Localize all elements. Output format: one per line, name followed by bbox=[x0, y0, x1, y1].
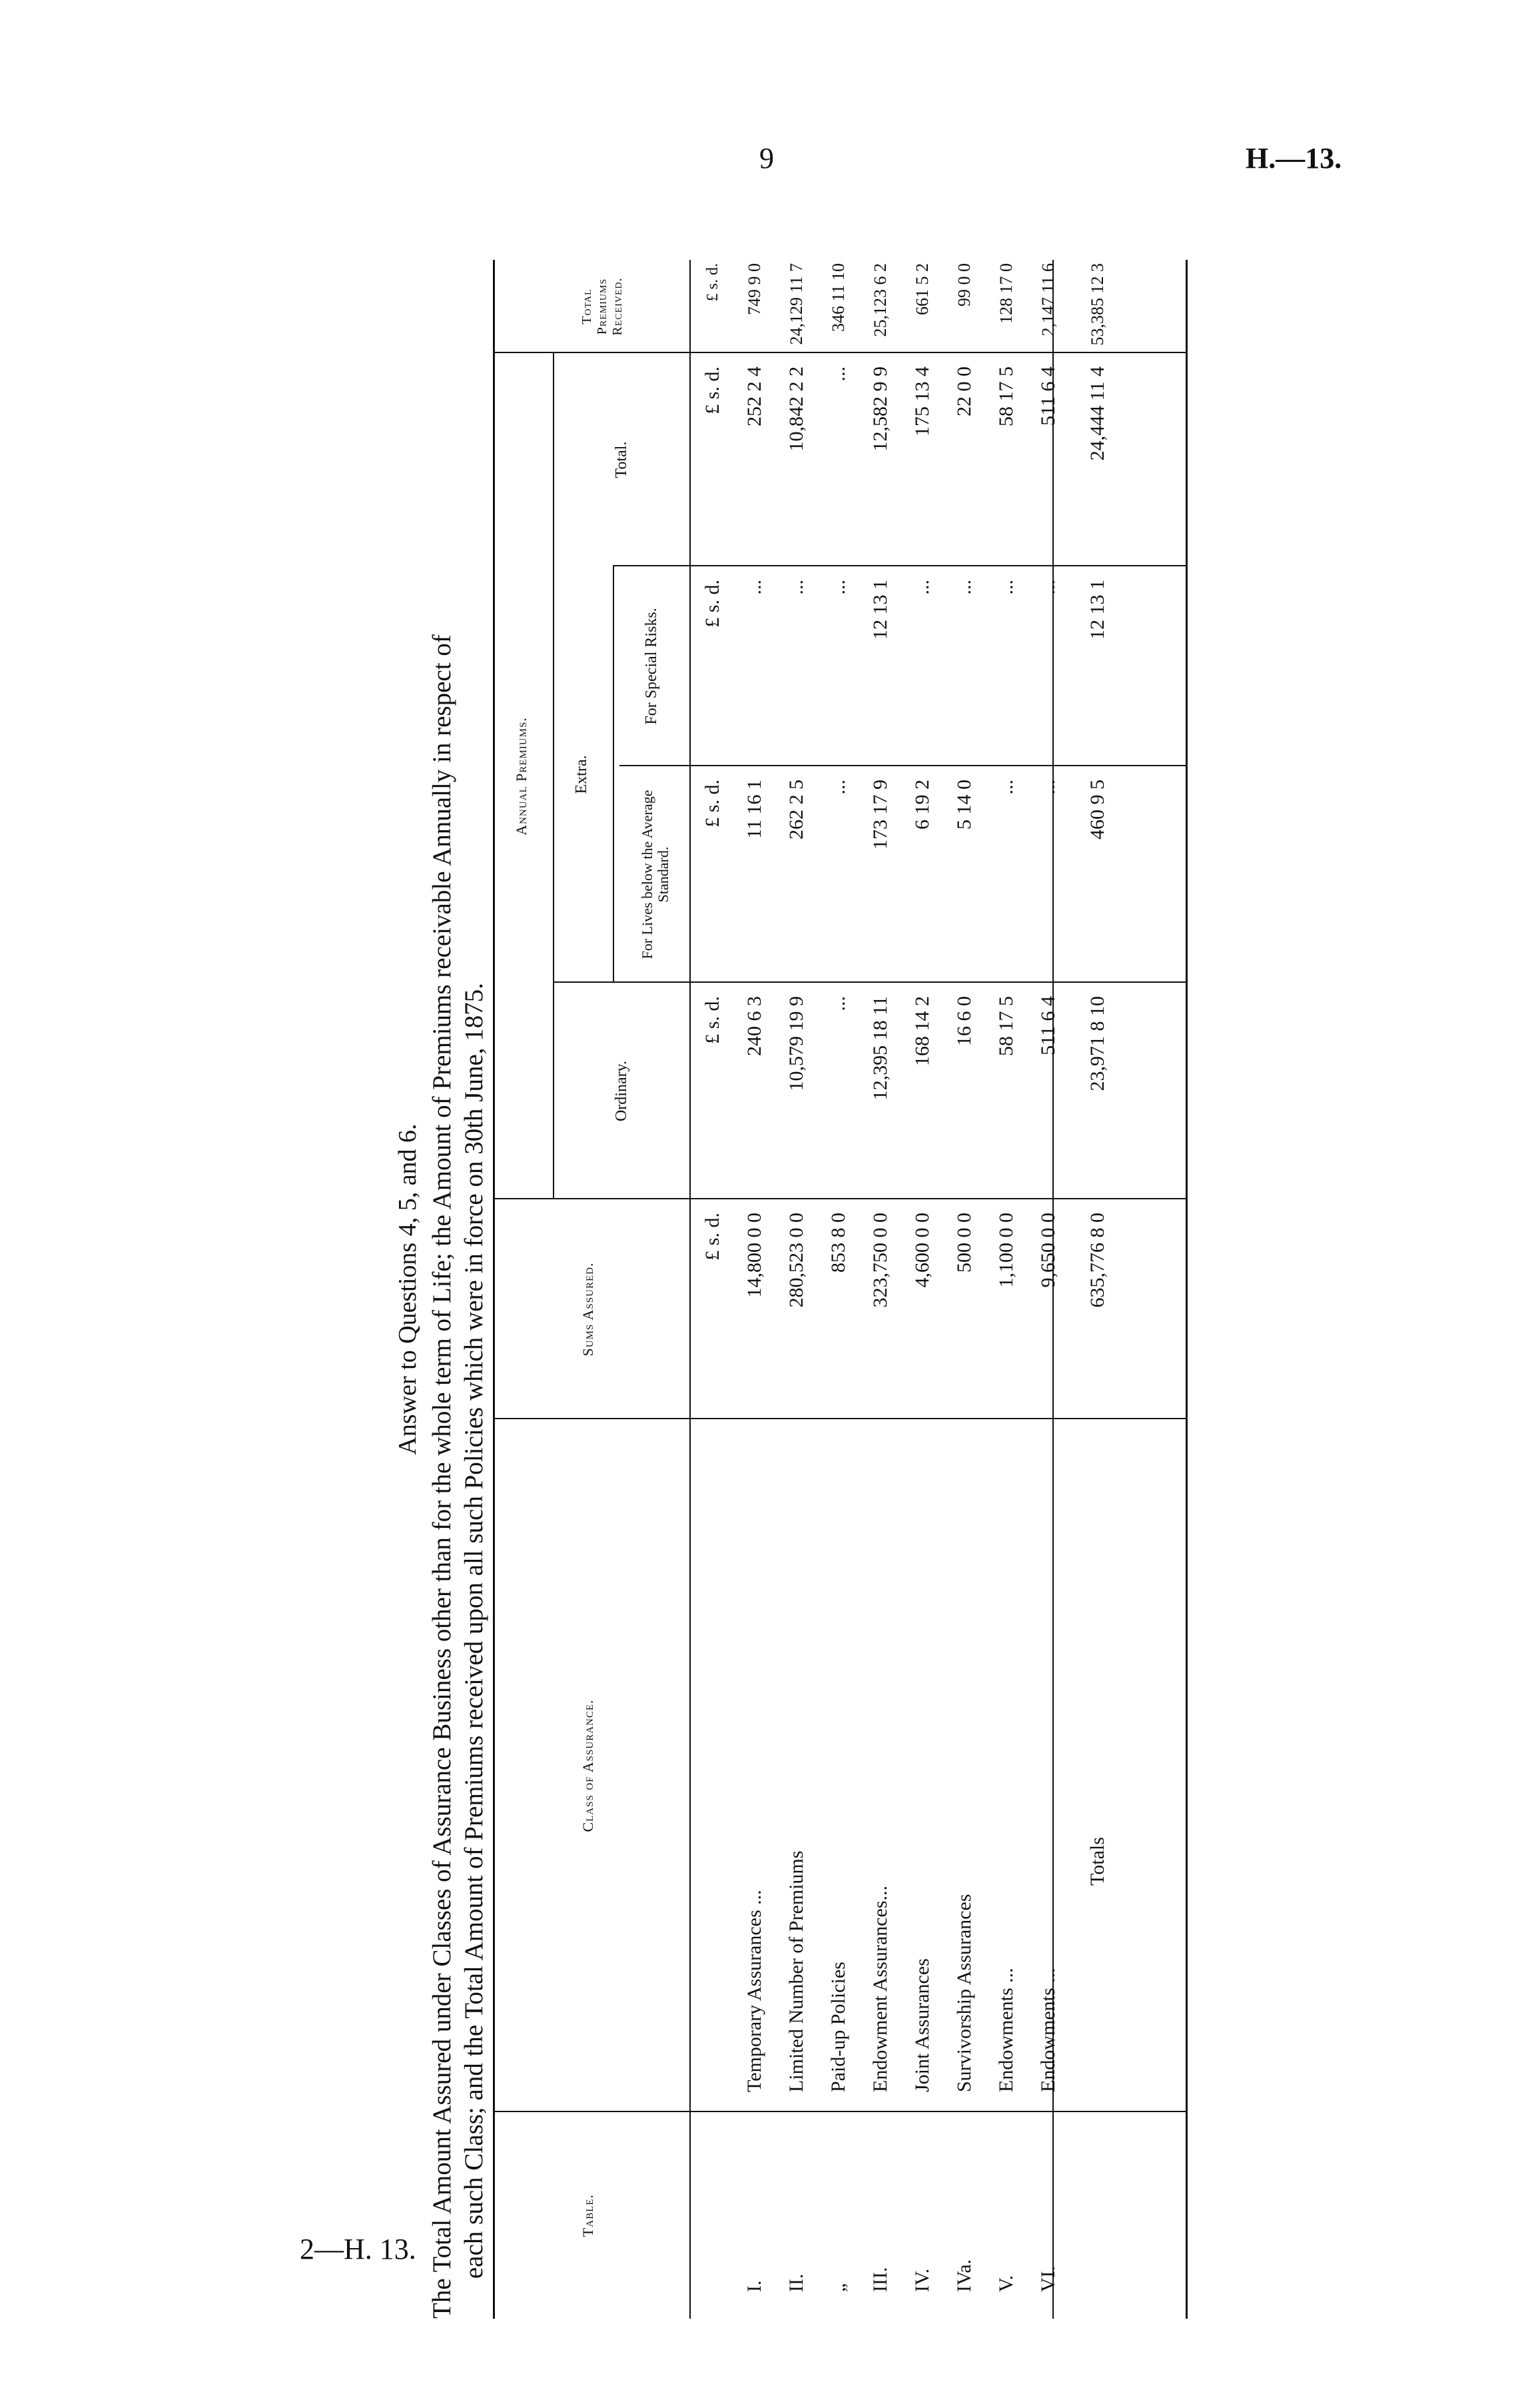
row-class: Endowment Assurances... bbox=[869, 1886, 891, 2092]
row-sums: 14,800 0 0 bbox=[743, 1213, 765, 1298]
row-ordinary: 511 6 4 bbox=[1037, 996, 1059, 1055]
row-received: 24,129 11 7 bbox=[787, 263, 806, 345]
row-table-number: II. bbox=[785, 2273, 807, 2292]
row-received: 661 5 2 bbox=[913, 263, 932, 315]
row-class: Endowments ... bbox=[1037, 1968, 1059, 2092]
totals-sums: 635,776 8 0 bbox=[1086, 1213, 1108, 1308]
rotated-table-block bbox=[393, 260, 1212, 2319]
row-ordinary: 12,395 18 11 bbox=[869, 996, 891, 1101]
row-sums: 1,100 0 0 bbox=[995, 1213, 1017, 1288]
row-class: Limited Number of Premiums bbox=[785, 1850, 807, 2092]
row-total: ... bbox=[827, 366, 849, 382]
row-below: ... bbox=[1037, 780, 1059, 795]
totals-ordinary: 23,971 8 10 bbox=[1086, 996, 1108, 1091]
header-total: Total. bbox=[613, 441, 630, 478]
totals-total: 24,444 11 4 bbox=[1086, 366, 1108, 461]
lsd-total: £ s. d. bbox=[701, 366, 723, 414]
row-sums: 500 0 0 bbox=[953, 1213, 975, 1273]
row-ordinary: 10,579 19 9 bbox=[785, 996, 807, 1091]
row-sums: 280,523 0 0 bbox=[785, 1213, 807, 1308]
row-total: 175 13 4 bbox=[911, 366, 933, 436]
totals-special: 12 13 1 bbox=[1086, 580, 1108, 640]
row-table-number: VI. bbox=[1037, 2265, 1059, 2292]
row-below: 11 16 1 bbox=[743, 780, 765, 839]
lsd-ordinary: £ s. d. bbox=[701, 996, 723, 1044]
row-received: 346 11 10 bbox=[829, 263, 848, 332]
row-sums: 323,750 0 0 bbox=[869, 1213, 891, 1308]
row-received: 99 0 0 bbox=[954, 263, 974, 306]
header-sums: Sums Assured. bbox=[579, 1262, 596, 1357]
header-below: For Lives below the Average Standard. bbox=[639, 790, 671, 959]
row-total: 12,582 9 9 bbox=[869, 366, 891, 452]
row-class: Paid-up Policies bbox=[827, 1962, 849, 2092]
row-special: 12 13 1 bbox=[869, 580, 891, 640]
row-special: ... bbox=[1037, 580, 1059, 595]
title-line-1: The Total Amount Assured under Classes of Assurance Business other than for the whole term of Life; the Amount of Premiums receivable Annually in respect of bbox=[428, 634, 456, 2319]
lsd-received: £ s. d. bbox=[704, 263, 721, 302]
row-ordinary: 168 14 2 bbox=[911, 996, 933, 1066]
row-sums: 9,650 0 0 bbox=[1037, 1213, 1059, 1288]
row-below: 173 17 9 bbox=[869, 780, 891, 850]
page-number: 9 bbox=[759, 142, 774, 175]
answer-heading: Answer to Questions 4, 5, and 6. bbox=[394, 1123, 422, 1455]
row-received: 2,147 11 6 bbox=[1038, 263, 1058, 336]
row-special: ... bbox=[743, 580, 765, 595]
row-sums: 4,600 0 0 bbox=[911, 1213, 933, 1288]
title-line-2: each such Class; and the Total Amount of Premiums received upon all such Policies which were in force on 30th June, 1875. bbox=[460, 982, 488, 2279]
header-ordinary: Ordinary. bbox=[613, 1060, 630, 1122]
row-table-number: V. bbox=[995, 2275, 1017, 2292]
row-special: ... bbox=[953, 580, 975, 595]
row-received: 25,123 6 2 bbox=[871, 263, 890, 337]
row-below: ... bbox=[827, 780, 849, 795]
header-table: Table. bbox=[579, 2193, 596, 2237]
table-title bbox=[426, 260, 490, 2319]
row-class: Temporary Assurances ... bbox=[743, 1890, 765, 2092]
row-ordinary: ... bbox=[827, 996, 849, 1011]
row-ordinary: 16 6 0 bbox=[953, 996, 975, 1046]
row-total: 252 2 4 bbox=[743, 366, 765, 426]
header-extra: Extra. bbox=[573, 755, 590, 794]
row-total: 58 17 5 bbox=[995, 366, 1017, 426]
row-table-number: III. bbox=[869, 2267, 891, 2292]
lsd-sums: £ s. d. bbox=[701, 1213, 723, 1261]
row-received: 128 17 0 bbox=[996, 263, 1016, 324]
row-special: ... bbox=[911, 580, 933, 595]
row-special: ... bbox=[995, 580, 1017, 595]
header-received: Total Premiums Received. bbox=[579, 277, 625, 336]
row-below: ... bbox=[995, 780, 1017, 795]
header-annual: Annual Premiums. bbox=[513, 717, 530, 836]
totals-received: 53,385 12 3 bbox=[1088, 263, 1107, 346]
row-special: ... bbox=[827, 580, 849, 595]
page-header: H.—13. bbox=[1246, 142, 1342, 175]
totals-below: 460 9 5 bbox=[1086, 780, 1108, 840]
row-received: 749 9 0 bbox=[745, 263, 764, 315]
row-total: 10,842 2 2 bbox=[785, 366, 807, 452]
row-table-number: IVa. bbox=[953, 2259, 975, 2292]
header-special: For Special Risks. bbox=[643, 608, 660, 725]
row-ordinary: 240 6 3 bbox=[743, 996, 765, 1056]
row-class: Joint Assurances bbox=[911, 1958, 933, 2092]
row-class: Survivorship Assurances bbox=[953, 1894, 975, 2092]
row-below: 262 2 5 bbox=[785, 780, 807, 840]
row-table-number: „ bbox=[827, 2283, 849, 2292]
row-total: 22 0 0 bbox=[953, 366, 975, 416]
row-below: 5 14 0 bbox=[953, 780, 975, 830]
header-class: Class of Assurance. bbox=[579, 1699, 596, 1832]
page-footer-code: 2—H. 13. bbox=[300, 2233, 416, 2265]
row-ordinary: 58 17 5 bbox=[995, 996, 1017, 1056]
row-special: ... bbox=[785, 580, 807, 595]
row-table-number: IV. bbox=[911, 2268, 933, 2292]
row-sums: 853 8 0 bbox=[827, 1213, 849, 1273]
totals-label: Totals bbox=[1086, 1837, 1108, 1886]
lsd-below: £ s. d. bbox=[701, 780, 723, 828]
row-table-number: I. bbox=[743, 2280, 765, 2292]
row-total: 511 6 4 bbox=[1037, 366, 1059, 426]
row-class: Endowments ... bbox=[995, 1968, 1017, 2092]
row-below: 6 19 2 bbox=[911, 780, 933, 830]
lsd-special: £ s. d. bbox=[701, 580, 723, 628]
